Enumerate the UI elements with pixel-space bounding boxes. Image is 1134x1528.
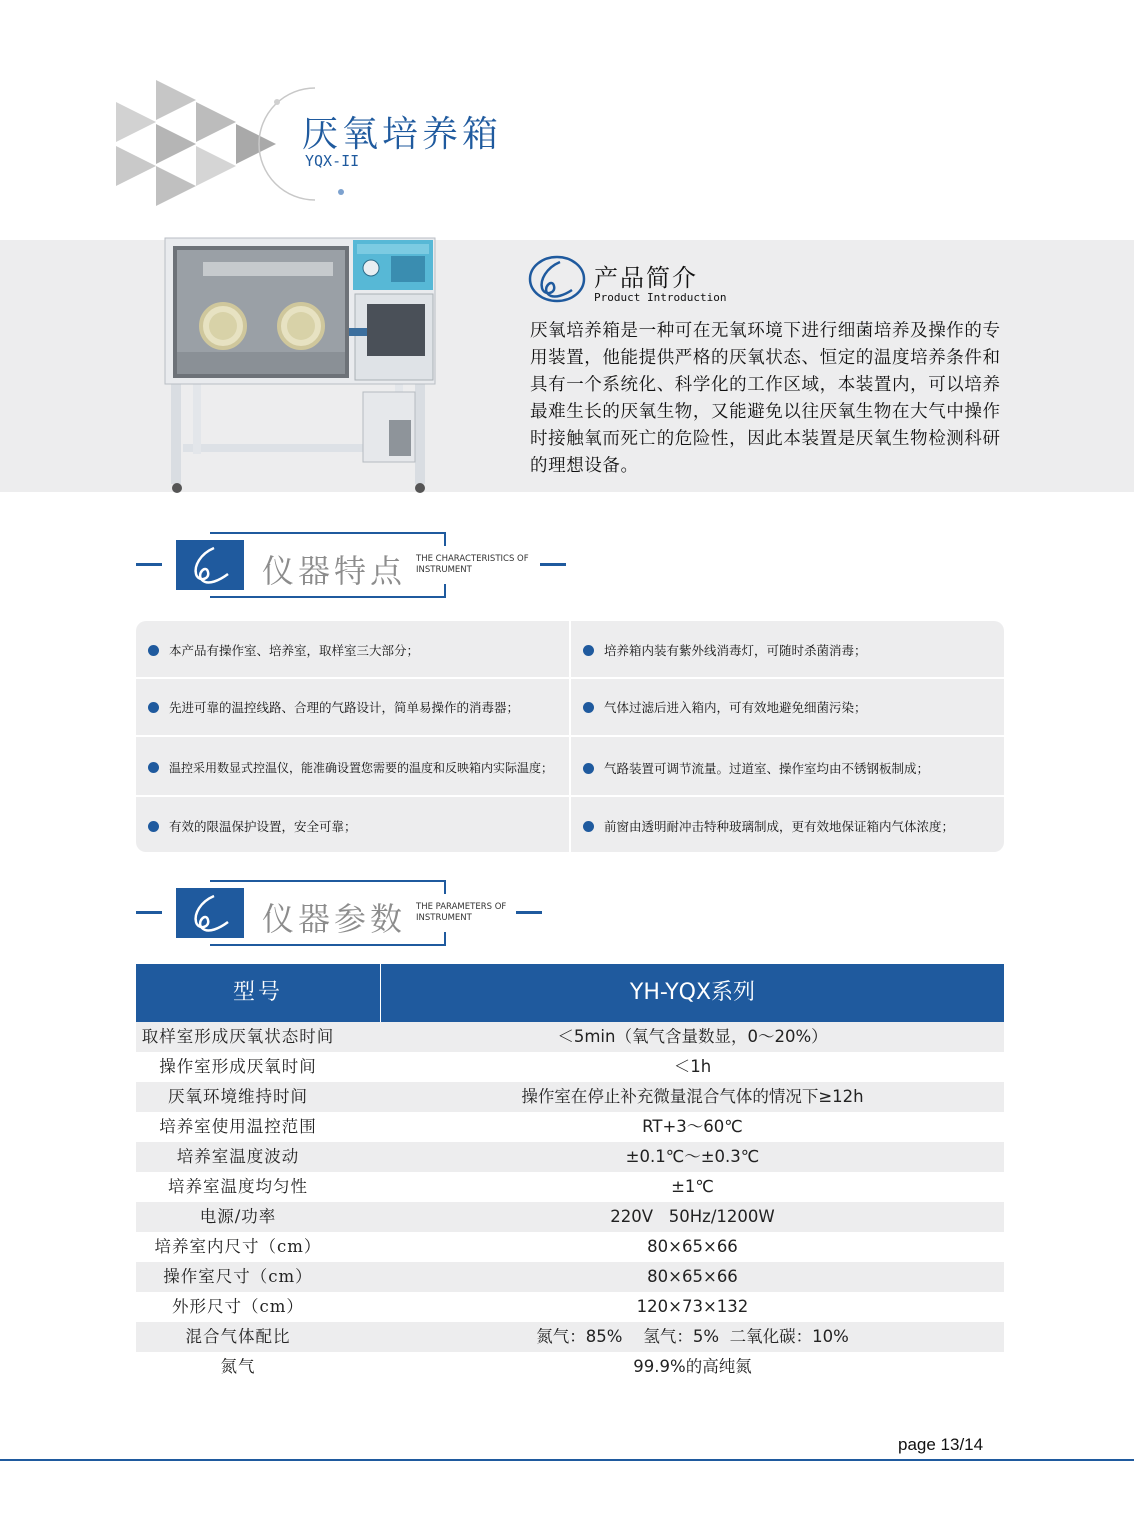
bullet-icon — [148, 821, 159, 832]
feature-item — [148, 641, 419, 659]
section-pen-icon — [176, 540, 244, 590]
feature-text: 气体过滤后进入箱内，可有效地避免细菌污染； — [604, 700, 867, 715]
row-key: 培养室温度波动 — [176, 1147, 300, 1166]
feature-text: 培养箱内装有紫外线消毒灯，可随时杀菌消毒； — [604, 643, 867, 658]
bullet-icon — [148, 645, 159, 656]
section-pen-icon — [176, 888, 244, 938]
intro-subtitle: Product Introduction — [594, 291, 727, 304]
params-en-line2: INSTRUMENT — [416, 913, 472, 923]
row-value: 120×73×132 — [636, 1297, 749, 1316]
model-code: YQX-II — [305, 152, 360, 170]
features-grid — [136, 621, 1004, 852]
row-key: 培养室内尺寸（cm） — [154, 1237, 322, 1256]
params-table — [136, 964, 1004, 1382]
row-key: 操作室尺寸（cm） — [163, 1267, 313, 1286]
row-key: 外形尺寸（cm） — [172, 1297, 304, 1316]
table-row — [136, 1172, 1004, 1202]
bullet-icon — [148, 702, 159, 713]
row-value: ＜1h — [673, 1057, 712, 1076]
table-row — [136, 1352, 1004, 1382]
params-title: 仪器参数 — [262, 900, 407, 938]
feature-text: 先进可靠的温控线路、合理的气路设计，简单易操作的消毒器； — [169, 700, 520, 715]
footer-divider — [0, 1459, 1134, 1461]
feature-item — [583, 641, 867, 659]
table-row — [136, 1322, 1004, 1352]
row-value: 220V 50Hz/1200W — [610, 1207, 775, 1226]
params-en-title — [416, 902, 506, 924]
row-key: 氮气 — [220, 1357, 256, 1376]
bullet-icon — [583, 702, 594, 713]
params-section-header — [136, 880, 576, 950]
feature-item — [148, 817, 357, 835]
row-value: 80×65×66 — [647, 1267, 738, 1286]
table-row — [136, 1202, 1004, 1232]
anaerobic-incubator-photo — [163, 234, 439, 498]
table-row — [136, 1232, 1004, 1262]
row-key: 操作室形成厌氧时间 — [159, 1057, 317, 1076]
row-key: 培养室温度均匀性 — [168, 1177, 308, 1196]
params-en-line1: THE PARAMETERS OF — [416, 902, 507, 912]
row-value: 操作室在停止补充微量混合气体的情况下≥12h — [521, 1087, 864, 1106]
row-value: ±1℃ — [671, 1177, 714, 1196]
header-key: 型号 — [232, 980, 283, 1005]
page-title: 厌氧培养箱 — [302, 114, 503, 155]
feature-text: 温控采用数显式控温仪，能准确设置您需要的温度和反映箱内实际温度； — [169, 761, 554, 775]
row-value: 氮气：85% 氢气：5% 二氧化碳：10% — [536, 1327, 849, 1346]
row-key: 厌氧环境维持时间 — [168, 1087, 308, 1106]
bullet-icon — [148, 762, 159, 773]
features-en-line2: INSTRUMENT — [416, 565, 472, 575]
table-row — [136, 1292, 1004, 1322]
feature-item — [583, 817, 954, 835]
header-value: YH-YQX系列 — [629, 980, 756, 1005]
page-number: page 13/14 — [898, 1435, 984, 1454]
row-value: ＜5min（氧气含量数显，0～20%） — [557, 1027, 828, 1046]
row-value: RT+3～60℃ — [642, 1117, 743, 1136]
feature-item — [583, 759, 929, 777]
table-row — [136, 1052, 1004, 1082]
feature-item — [148, 698, 519, 716]
feature-item — [583, 698, 867, 716]
intro-title: 产品简介 — [594, 264, 698, 292]
table-row — [136, 1142, 1004, 1172]
row-key: 混合气体配比 — [185, 1327, 291, 1346]
bullet-icon — [583, 763, 594, 774]
row-key: 电源/功率 — [199, 1207, 277, 1226]
feature-text: 有效的限温保护设置，安全可靠； — [169, 819, 357, 834]
row-value: 80×65×66 — [647, 1237, 738, 1256]
row-value: ±0.1℃～±0.3℃ — [625, 1147, 760, 1166]
features-en-title — [416, 554, 529, 576]
bullet-icon — [583, 645, 594, 656]
features-section-header — [136, 532, 576, 602]
intro-paragraph: 厌氧培养箱是一种可在无氧环境下进行细菌培养及操作的专用装置，他能提供严格的厌氧状态、恒定的温度培养条件和具有一个系统化、科学化的工作区域，本装置内，可以培养最难生长的厌氧生物，又能避免以往厌氧生物在大气中操作时接触氧而死亡的危险性，因此本装置是厌氧生物检测科研的理想设备。 — [530, 321, 1001, 476]
feature-item — [148, 759, 553, 776]
table-row — [136, 1262, 1004, 1292]
bullet-icon — [583, 821, 594, 832]
table-row — [136, 1082, 1004, 1112]
row-key: 培养室使用温控范围 — [159, 1117, 317, 1136]
row-key: 取样室形成厌氧状态时间 — [141, 1027, 335, 1046]
feature-text: 气路装置可调节流量。过道室、操作室均由不锈钢板制成； — [604, 761, 930, 776]
features-en-line1: THE CHARACTERISTICS OF — [416, 554, 529, 564]
features-title: 仪器特点 — [262, 552, 407, 590]
feature-text: 本产品有操作室、培养室，取样室三大部分； — [169, 643, 420, 658]
table-row — [136, 1022, 1004, 1052]
table-row — [136, 1112, 1004, 1142]
pen-logo-icon — [526, 254, 588, 304]
table-header — [136, 964, 1004, 1022]
row-value: 99.9%的高纯氮 — [633, 1357, 752, 1376]
feature-text: 前窗由透明耐冲击特种玻璃制成，更有效地保证箱内气体浓度； — [604, 819, 955, 834]
